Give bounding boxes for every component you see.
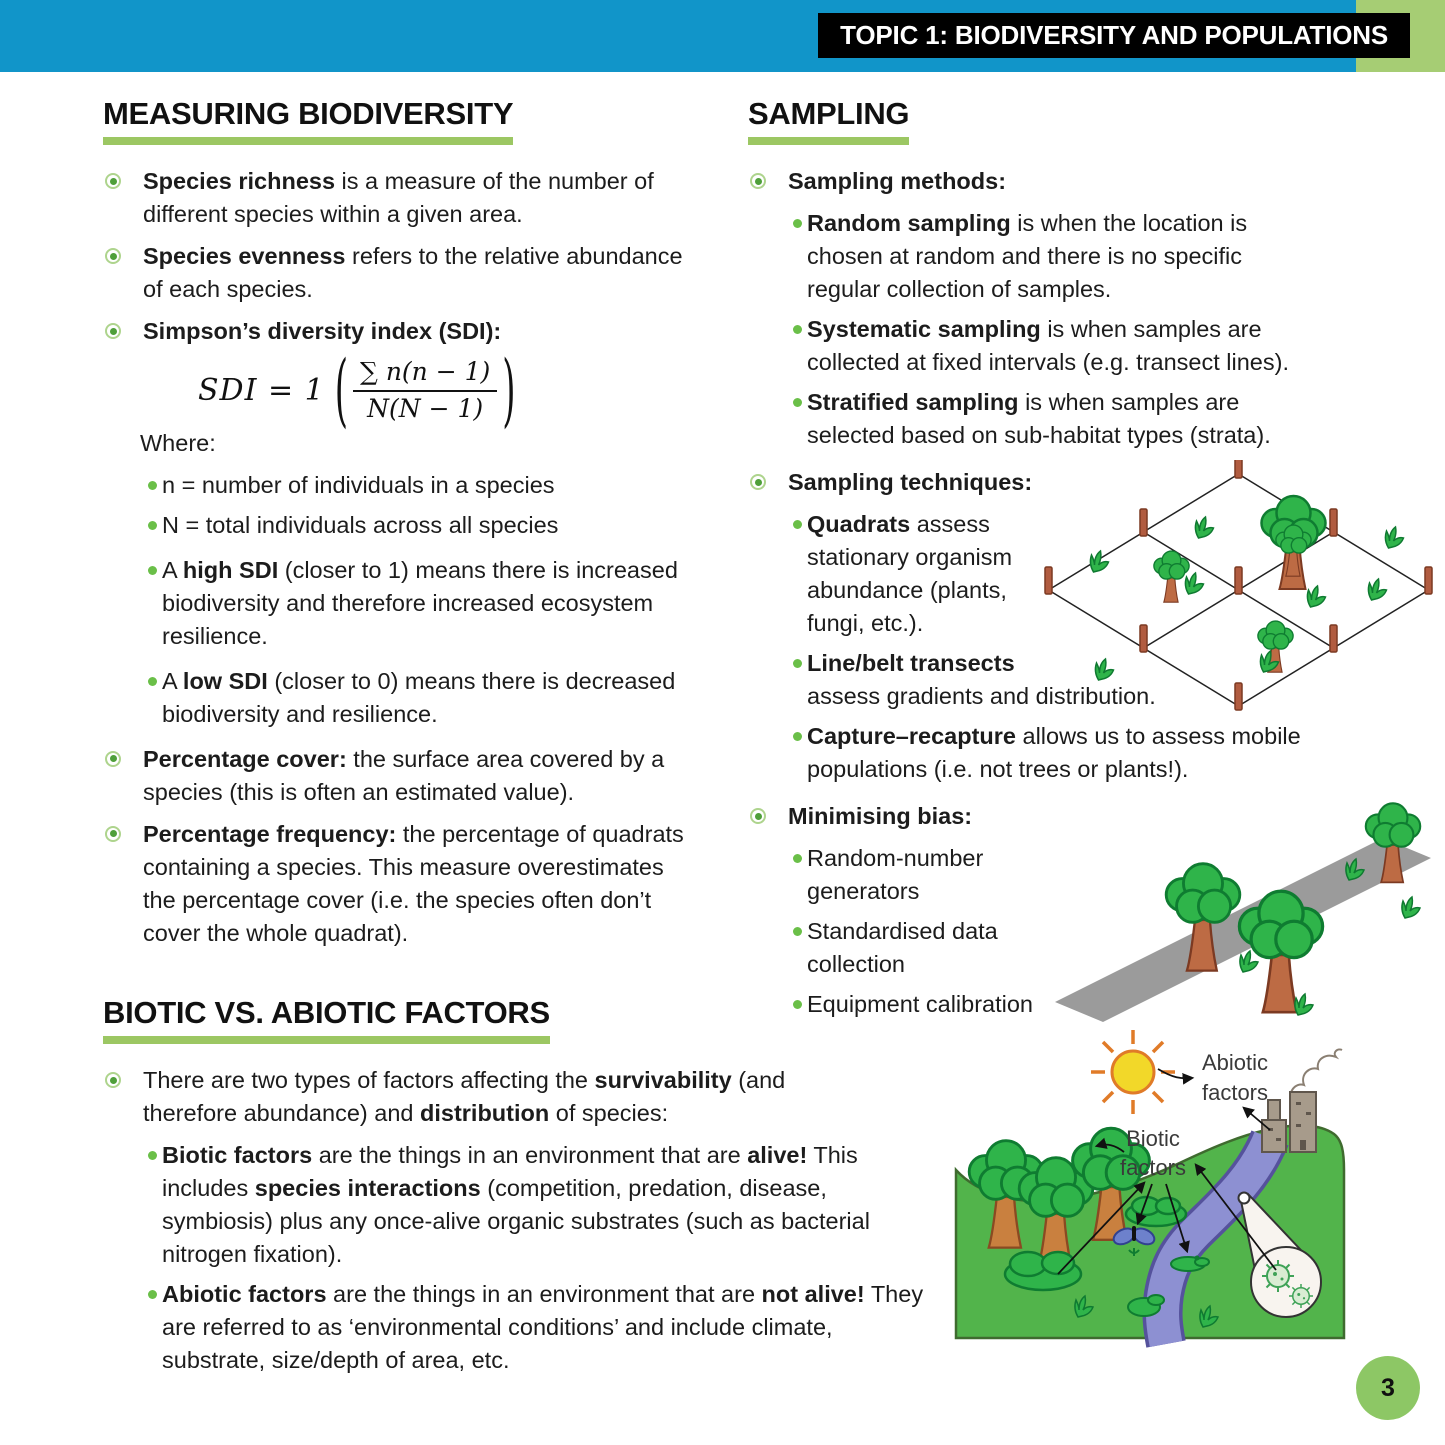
biotic-factors-label: factors — [1119, 1155, 1187, 1180]
microbe-icon — [1289, 1284, 1313, 1308]
list-item — [103, 315, 688, 348]
bullet-text: Percentage frequency: the percentage of quadrats containing a species. This measure overestimates the percentage cover (i.e. the species often don’t cover the whole quadrat). — [143, 820, 684, 946]
page-number-badge: 3 — [1356, 1356, 1420, 1420]
minimising-bias-block — [748, 800, 1445, 1021]
tree-icon — [1276, 525, 1311, 576]
bullet-text: Quadrats assess stationary organism abundance (plants, fungi, etc.). — [807, 511, 1013, 636]
list-item — [103, 1064, 883, 1130]
sampling-heading: SAMPLING — [748, 96, 909, 145]
list-item — [793, 313, 1312, 379]
list-item — [148, 509, 688, 542]
bullet-text: A low SDI (closer to 0) means there is decreased biodiversity and resilience. — [162, 667, 676, 727]
bullet-text: Capture–recapture allows us to assess mobile populations (i.e. not trees or plants!). — [807, 723, 1301, 782]
bullet-text: A high SDI (closer to 1) means there is increased biodiversity and therefore increased ecosystem resilience. — [162, 556, 678, 649]
sampling-techniques-block — [748, 466, 1445, 786]
ring-bullet-icon — [105, 751, 121, 767]
sdi-formula — [198, 343, 688, 438]
bullet-text: Percentage cover: the surface area covered by a species (this is often an estimated value). — [143, 745, 665, 805]
list-item — [103, 818, 688, 950]
factory-icon — [1262, 1092, 1316, 1152]
list-item — [103, 240, 688, 306]
bullet-text: Line/belt transects assess gradients and distribution. — [807, 650, 1156, 709]
list-item — [793, 386, 1312, 452]
list-item — [148, 469, 688, 502]
bullet-text: N = total individuals across all species — [162, 511, 559, 538]
formula-numerator: ∑ n(n − 1) — [353, 358, 497, 392]
section-biotic-abiotic — [103, 995, 963, 1384]
tree-icon — [1239, 891, 1322, 1012]
bullet-text: Standardised data collection — [807, 918, 998, 977]
measuring-heading: MEASURING BIODIVERSITY — [103, 96, 513, 145]
tree-icon — [1154, 551, 1189, 602]
list-item — [148, 665, 688, 731]
list-item — [793, 207, 1312, 306]
bullet-text: Abiotic factors are the things in an environment that are not alive! They are referred to as ‘environmental conditions’ and include climate, substrate, size/depth of area, etc. — [162, 1281, 924, 1373]
bullet-text: Sampling methods: — [788, 168, 1007, 194]
ring-bullet-icon — [105, 1072, 121, 1088]
section-measuring-biodiversity — [103, 96, 688, 959]
bullet-text: There are two types of factors affecting the survivability (and therefore abundance) and distribution of species: — [143, 1067, 786, 1126]
grass-icons — [1090, 517, 1403, 680]
list-item — [748, 165, 1445, 198]
quadrat-illustration — [1036, 460, 1445, 760]
list-item — [103, 165, 688, 231]
list-item — [148, 1139, 937, 1271]
bullet-text: n = number of individuals in a species — [162, 471, 555, 498]
formula-close-paren: ) — [502, 343, 516, 438]
topic-title: TOPIC 1: BIODIVERSITY AND POPULATIONS — [818, 13, 1410, 58]
ring-bullet-icon — [105, 323, 121, 339]
formula-lhs: SDI = 1 — [198, 373, 325, 409]
ring-bullet-icon — [750, 474, 766, 490]
list-item — [793, 508, 1057, 640]
biotic-heading: BIOTIC VS. ABIOTIC FACTORS — [103, 995, 550, 1044]
bullet-text: Equipment calibration — [807, 991, 1033, 1017]
formula-fraction — [353, 358, 497, 424]
bullet-text: Random-number generators — [807, 845, 984, 904]
microbe-icon — [1262, 1260, 1294, 1292]
ring-bullet-icon — [105, 826, 121, 842]
biotic-factors-label: Biotic — [1126, 1126, 1180, 1151]
bullet-text: Stratified sampling is when samples are selected based on sub-habitat types (strata). — [807, 389, 1271, 448]
list-item — [793, 915, 1072, 981]
list-item — [148, 1278, 937, 1377]
abiotic-factors-label: factors — [1201, 1080, 1269, 1105]
ring-bullet-icon — [750, 808, 766, 824]
abiotic-factors-label: Abiotic — [1201, 1050, 1269, 1075]
bullet-text: Simpson’s diversity index (SDI): — [143, 318, 502, 344]
bullet-text: Random sampling is when the location is chosen at random and there is no specific regular collection of samples. — [807, 210, 1248, 302]
bullet-text: Species evenness refers to the relative abundance of each species. — [143, 243, 683, 302]
bullet-text: Sampling techniques: — [788, 469, 1033, 495]
section-sampling — [748, 96, 1445, 1028]
bullet-text: Systematic sampling is when samples are collected at fixed intervals (e.g. transect lines). — [807, 316, 1289, 375]
list-item — [103, 743, 688, 809]
ring-bullet-icon — [105, 173, 121, 189]
bullet-text: Minimising bias: — [788, 803, 973, 829]
ring-bullet-icon — [105, 248, 121, 264]
list-item — [793, 842, 1072, 908]
formula-open-paren: ( — [334, 343, 349, 438]
bullet-text: Biotic factors are the things in an environment that are alive! This includes species interactions (competition, predation, disease, symbiosis) plus any once-alive organic substrates (such as bacterial nitrogen fixation). — [162, 1142, 870, 1267]
bullet-text: Species richness is a measure of the number of different species within a given area. — [143, 168, 654, 227]
list-item — [148, 554, 688, 653]
ecosystem-illustration — [948, 1012, 1445, 1350]
where-label: Where: — [140, 429, 216, 456]
ring-bullet-icon — [750, 173, 766, 189]
transect-illustration — [1053, 790, 1443, 1030]
formula-denominator: N(N − 1) — [367, 393, 484, 423]
